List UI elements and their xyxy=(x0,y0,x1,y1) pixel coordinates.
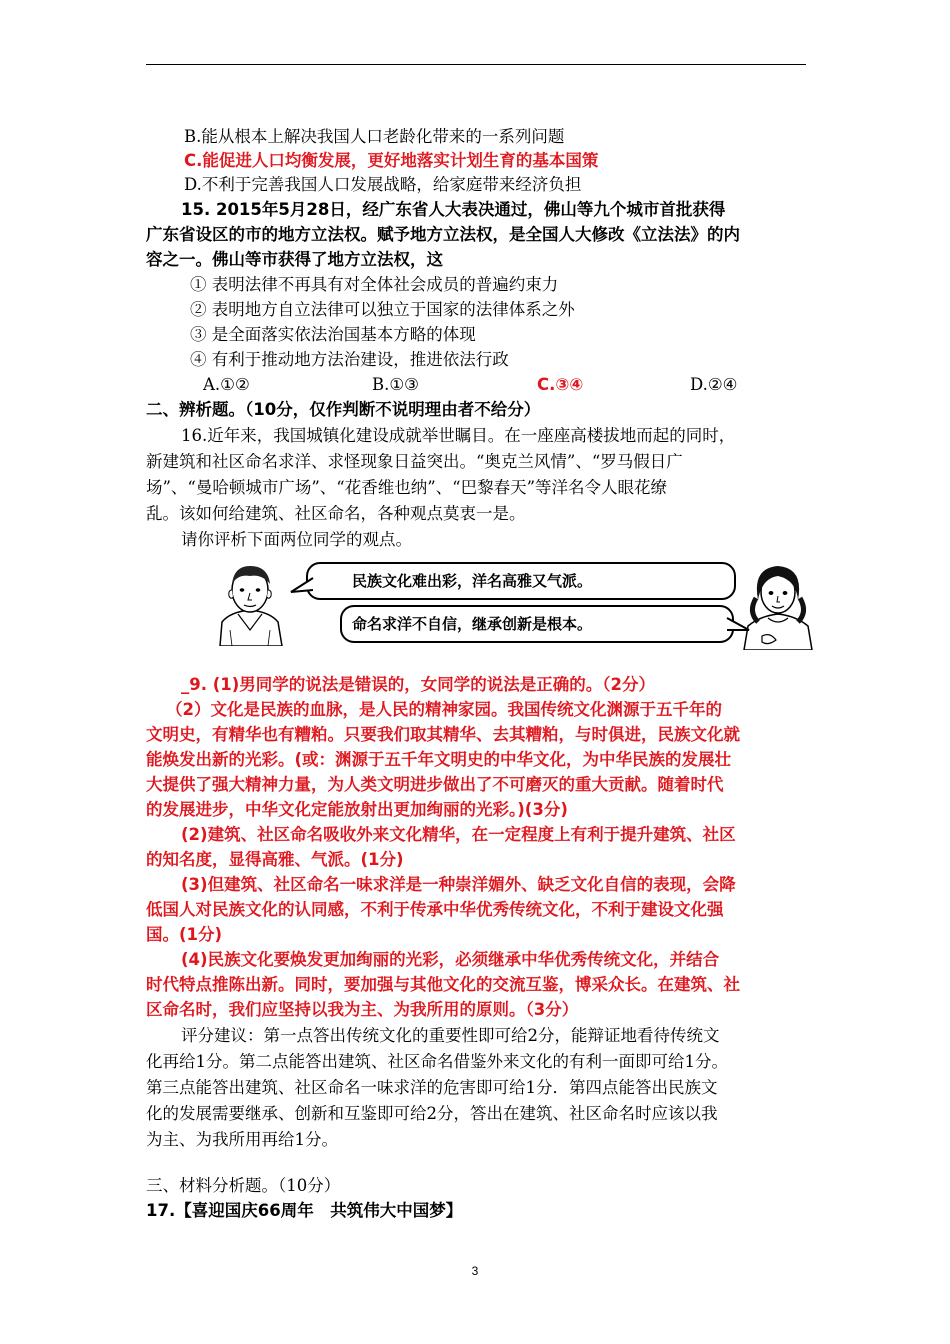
answer-line-11: 国。(1分) xyxy=(146,925,223,944)
section3-heading: 三、材料分析题。（10分） xyxy=(146,1176,341,1195)
q16-line2: 新建筑和社区命名求洋、求怪现象日益突出。“奥克兰风情”、“罗马假日广 xyxy=(146,452,683,471)
answer-line-8: 的知名度，显得高雅、气派。(1分) xyxy=(146,850,404,869)
answer-line-10: 低国人对民族文化的认同感，不利于传承中华优秀传统文化，不利于建设文化强 xyxy=(146,900,724,919)
page-number: 3 xyxy=(471,1264,479,1278)
scoring-line-4: 化的发展需要继承、创新和互鉴即可给2分，答出在建筑、社区命名时应该以我 xyxy=(146,1104,718,1123)
q16-line1: 16.近年来，我国城镇化建设成就举世瞩目。在一座座高楼拔地而起的同时， xyxy=(181,426,736,445)
q15-stem-line1: 15. 2015年5月28日，经广东省人大表决通过，佛山等九个城市首批获得 xyxy=(181,200,726,219)
answer-line-13: 时代特点推陈出新。同时，要加强与其他文化的交流互鉴，博采众长。在建筑、社 xyxy=(146,975,740,994)
boy-illustration xyxy=(210,560,290,646)
q15-item-1: ① 表明法律不再具有对全体社会成员的普遍约束力 xyxy=(190,275,559,294)
q15-item-2: ② 表明地方自立法律可以独立于国家的法律体系之外 xyxy=(190,300,575,319)
girl-illustration xyxy=(738,560,818,650)
section2-heading: 二、辨析题。（10分，仅作判断不说明理由者不给分） xyxy=(146,400,541,419)
q16-line3: 场”、“曼哈顿城市广场”、“花香维也纳”、“巴黎春天”等洋名令人眼花缭 xyxy=(146,478,668,497)
answer-line-4: 能焕发出新的光彩。(或：渊源于五千年文明史的中华文化，为中华民族的发展壮 xyxy=(146,750,732,769)
answer-line-9: (3)但建筑、社区命名一味求洋是一种崇洋媚外、缺乏文化自信的表现，会降 xyxy=(181,875,736,894)
answer-line-7: (2)建筑、社区命名吸收外来文化精华，在一定程度上有利于提升建筑、社区 xyxy=(181,825,736,844)
q15-choice-a: A.①② xyxy=(203,375,250,394)
scoring-line-1: 评分建议：第一点答出传统文化的重要性即可给2分，能辩证地看待传统文 xyxy=(181,1026,720,1045)
answer-line-2: （2）文化是民族的血脉，是人民的精神家园。我国传统文化渊源于五千年的 xyxy=(166,700,722,719)
q15-item-3: ③ 是全面落实依法治国基本方略的体现 xyxy=(190,325,476,344)
scoring-line-5: 为主、为我所用再给1分。 xyxy=(146,1130,338,1149)
answer-line-1: _9. (1)男同学的说法是错误的，女同学的说法是正确的。（2分） xyxy=(181,675,656,694)
q15-choice-c-answer: C.③④ xyxy=(537,375,584,394)
answer-line-5: 大提供了强大精神力量，为人类文明进步做出了不可磨灭的重大贡献。随着时代 xyxy=(146,775,724,794)
answer-line-12: (4)民族文化要焕发更加绚丽的光彩，必须继承中华优秀传统文化，并结合 xyxy=(181,950,720,969)
scoring-line-2: 化再给1分。第二点能答出建筑、社区命名借鉴外来文化的有利一面即可给1分。 xyxy=(146,1052,728,1071)
q15-choice-b: B.①③ xyxy=(372,375,419,394)
q15-choice-d: D.②④ xyxy=(690,375,738,394)
q16-line4: 乱。该如何给建筑、社区命名，各种观点莫衷一是。 xyxy=(146,504,526,523)
header-rule xyxy=(146,64,806,65)
q14-option-d: D.不利于完善我国人口发展战略，给家庭带来经济负担 xyxy=(184,175,582,194)
scoring-line-3: 第三点能答出建筑、社区命名一味求洋的危害即可给1分．第四点能答出民族文 xyxy=(146,1078,718,1097)
q15-stem-line2: 广东省设区的市的地方立法权。赋予地方立法权，是全国人大修改《立法法》的内 xyxy=(146,225,740,244)
bubble-boy-text: 民族文化难出彩，洋名高雅又气派。 xyxy=(352,572,593,590)
bubble-tail-girl xyxy=(726,616,750,636)
answer-line-6: 的发展进步，中华文化定能放射出更加绚丽的光彩。)(3分) xyxy=(146,800,568,819)
q15-item-4: ④ 有利于推动地方法治建设，推进依法行政 xyxy=(190,350,509,369)
answer-line-3: 文明史，有精华也有糟粕。只要我们取其精华、去其糟粕，与时俱进，民族文化就 xyxy=(146,725,740,744)
q17-title: 17.【喜迎国庆66周年 共筑伟大中国梦】 xyxy=(146,1201,463,1220)
q16-prompt: 请你评析下面两位同学的观点。 xyxy=(181,530,412,549)
q14-option-b: B.能从根本上解决我国人口老龄化带来的一系列问题 xyxy=(184,127,565,146)
q14-option-c-answer: C.能促进人口均衡发展，更好地落实计划生育的基本国策 xyxy=(184,151,599,170)
q15-stem-line3: 容之一。佛山等市获得了地方立法权，这 xyxy=(146,250,443,269)
bubble-tail-boy xyxy=(290,576,314,596)
answer-line-14: 区命名时，我们应坚持以我为主、为我所用的原则。（3分） xyxy=(146,1000,579,1019)
bubble-girl-text: 命名求洋不自信，继承创新是根本。 xyxy=(352,615,593,633)
